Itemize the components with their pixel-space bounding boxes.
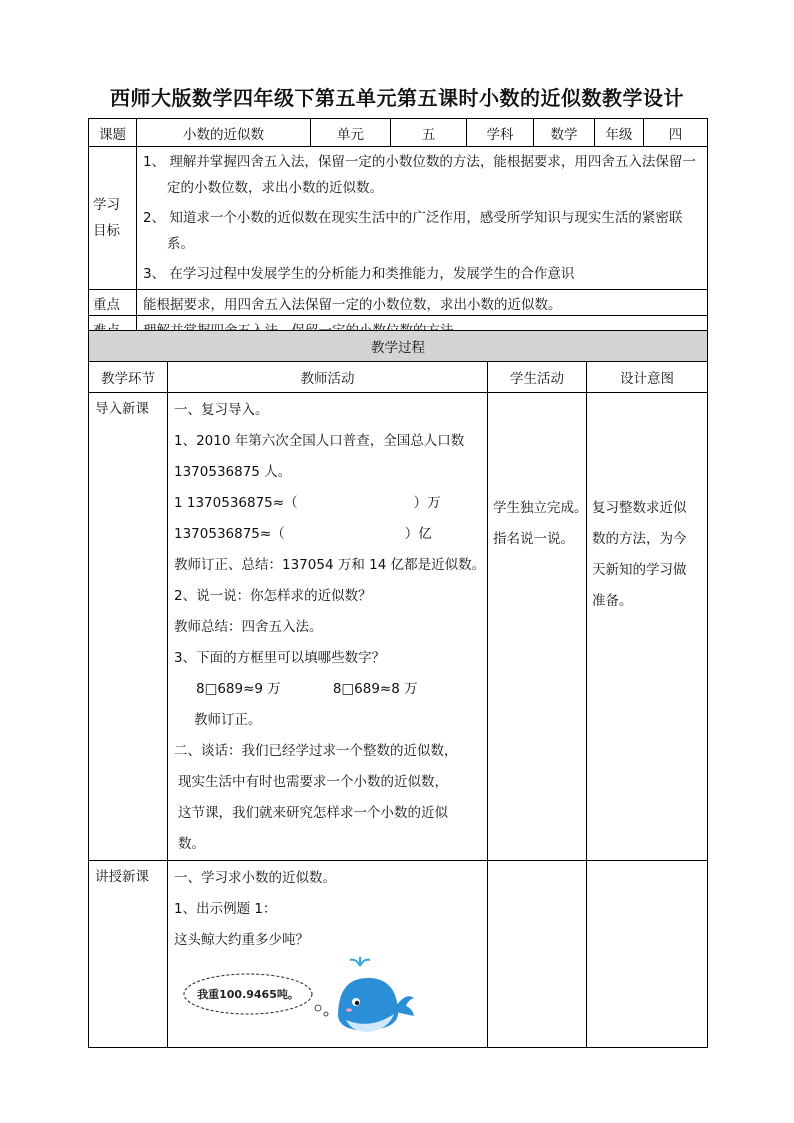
col-teacher-header: 教师活动 [168,362,488,393]
stage-new [89,861,168,1048]
stage-intro [89,393,168,861]
subject-value: 数学 [534,119,595,147]
info-row [89,119,708,147]
teacher-activity-intro [168,393,488,861]
col-stage-header: 教学环节 [89,362,168,393]
key-text: 能根据要求，用四舍五入法保留一定的小数位数，求出小数的近似数。 [137,290,708,316]
teacher-line-blank [168,519,487,550]
teacher-line: 1、出示例题 1： [174,901,277,917]
teacher-line-blank [168,488,487,519]
grade-value: 四 [644,119,708,147]
teacher-line: 数。 [178,836,205,852]
exercise-a: 8□689≈9 万 [196,681,281,697]
key-row [89,290,708,316]
goals-row [89,147,708,290]
blank-left: 1370536875≈（ [174,526,285,542]
unit-label: 单元 [311,119,391,147]
teaching-process-table [88,330,708,1048]
student-activity-intro [488,393,587,861]
teacher-line: 1370536875 人。 [174,464,292,480]
teacher-line: 二、谈话：我们已经学过求一个整数的近似数， [174,743,458,759]
col-student-header: 学生活动 [488,362,587,393]
teacher-line: 2、说一说：你怎样求的近似数？ [174,588,372,604]
intent-line: 天新知的学习做 [592,562,687,578]
process-heading: 教学过程 [89,331,708,362]
whale-icon [338,957,414,1032]
teacher-line: 这头鲸大约重多少吨？ [174,932,309,948]
student-activity-new [488,861,587,1048]
blank-right: ）亿 [404,526,432,542]
process-header-row [89,362,708,393]
blank-right: ）万 [413,495,441,511]
goal-item: 2、 知道求一个小数的近似数在现实生活中的广泛作用，感受所学知识与现实生活的紧密联系。 [143,210,683,252]
teacher-line: 一、学习求小数的近似数。 [174,870,336,886]
goal-item: 3、 在学习过程中发展学生的分析能力和类推能力，发展学生的合作意识 [143,266,575,282]
intent-line: 数的方法，为今 [592,531,687,547]
teacher-line: 1、2010 年第六次全国人口普查，全国总人口数 [174,433,465,449]
document-title: 西师大版数学四年级下第五单元第五课时小数的近似数教学设计 [110,86,684,110]
stage-new-text: 讲授新课 [95,869,149,885]
goal-item: 1、 理解并掌握四舍五入法，保留一定的小数位数的方法，能根据要求，用四舍五入法保留一定的小数位数，求出小数的近似数。 [143,154,696,196]
intent-line: 复习整数求近似 [592,500,687,516]
grade-label: 年级 [595,119,644,147]
speech-bubble-and-whale [178,956,418,1044]
goals-label [89,147,137,290]
teacher-line-exercise [168,674,487,705]
teacher-line: 3、下面的方框里可以填哪些数字？ [174,650,386,666]
lesson-info-table [88,118,708,342]
teacher-line: 教师订正。 [194,712,262,728]
topic-label: 课题 [89,119,137,147]
key-label: 重点 [89,290,137,316]
goals-content [137,147,708,290]
intent-line: 准备。 [592,593,633,609]
teacher-line: 现实生活中有时也需要求一个小数的近似数， [178,774,448,790]
stage-intro-text: 导入新课 [95,401,149,417]
teacher-line: 教师总结：四舍五入法。 [174,619,323,635]
col-intent-header: 设计意图 [587,362,708,393]
bubble-text: 我重100.9465吨。 [197,988,299,1001]
student-line: 指名说一说。 [493,531,574,547]
teacher-activity-new [168,861,488,1048]
student-line: 学生独立完成。 [493,500,588,516]
unit-value: 五 [391,119,467,147]
teacher-line: 教师订正、总结：137054 万和 14 亿都是近似数。 [174,557,486,573]
subject-label: 学科 [467,119,534,147]
goals-label-text: 学习目标 [93,197,120,239]
design-intent-intro [587,393,708,861]
teacher-line: 这节课，我们就来研究怎样求一个小数的近似 [178,805,448,821]
intro-row [89,393,708,861]
topic-value: 小数的近似数 [137,119,311,147]
teacher-line: 一、复习导入。 [174,402,269,418]
whale-illustration [168,956,487,1046]
exercise-b: 8□689≈8 万 [332,681,418,697]
new-lesson-row [89,861,708,1048]
blank-left: 1 1370536875≈（ [174,495,298,511]
design-intent-new [587,861,708,1048]
